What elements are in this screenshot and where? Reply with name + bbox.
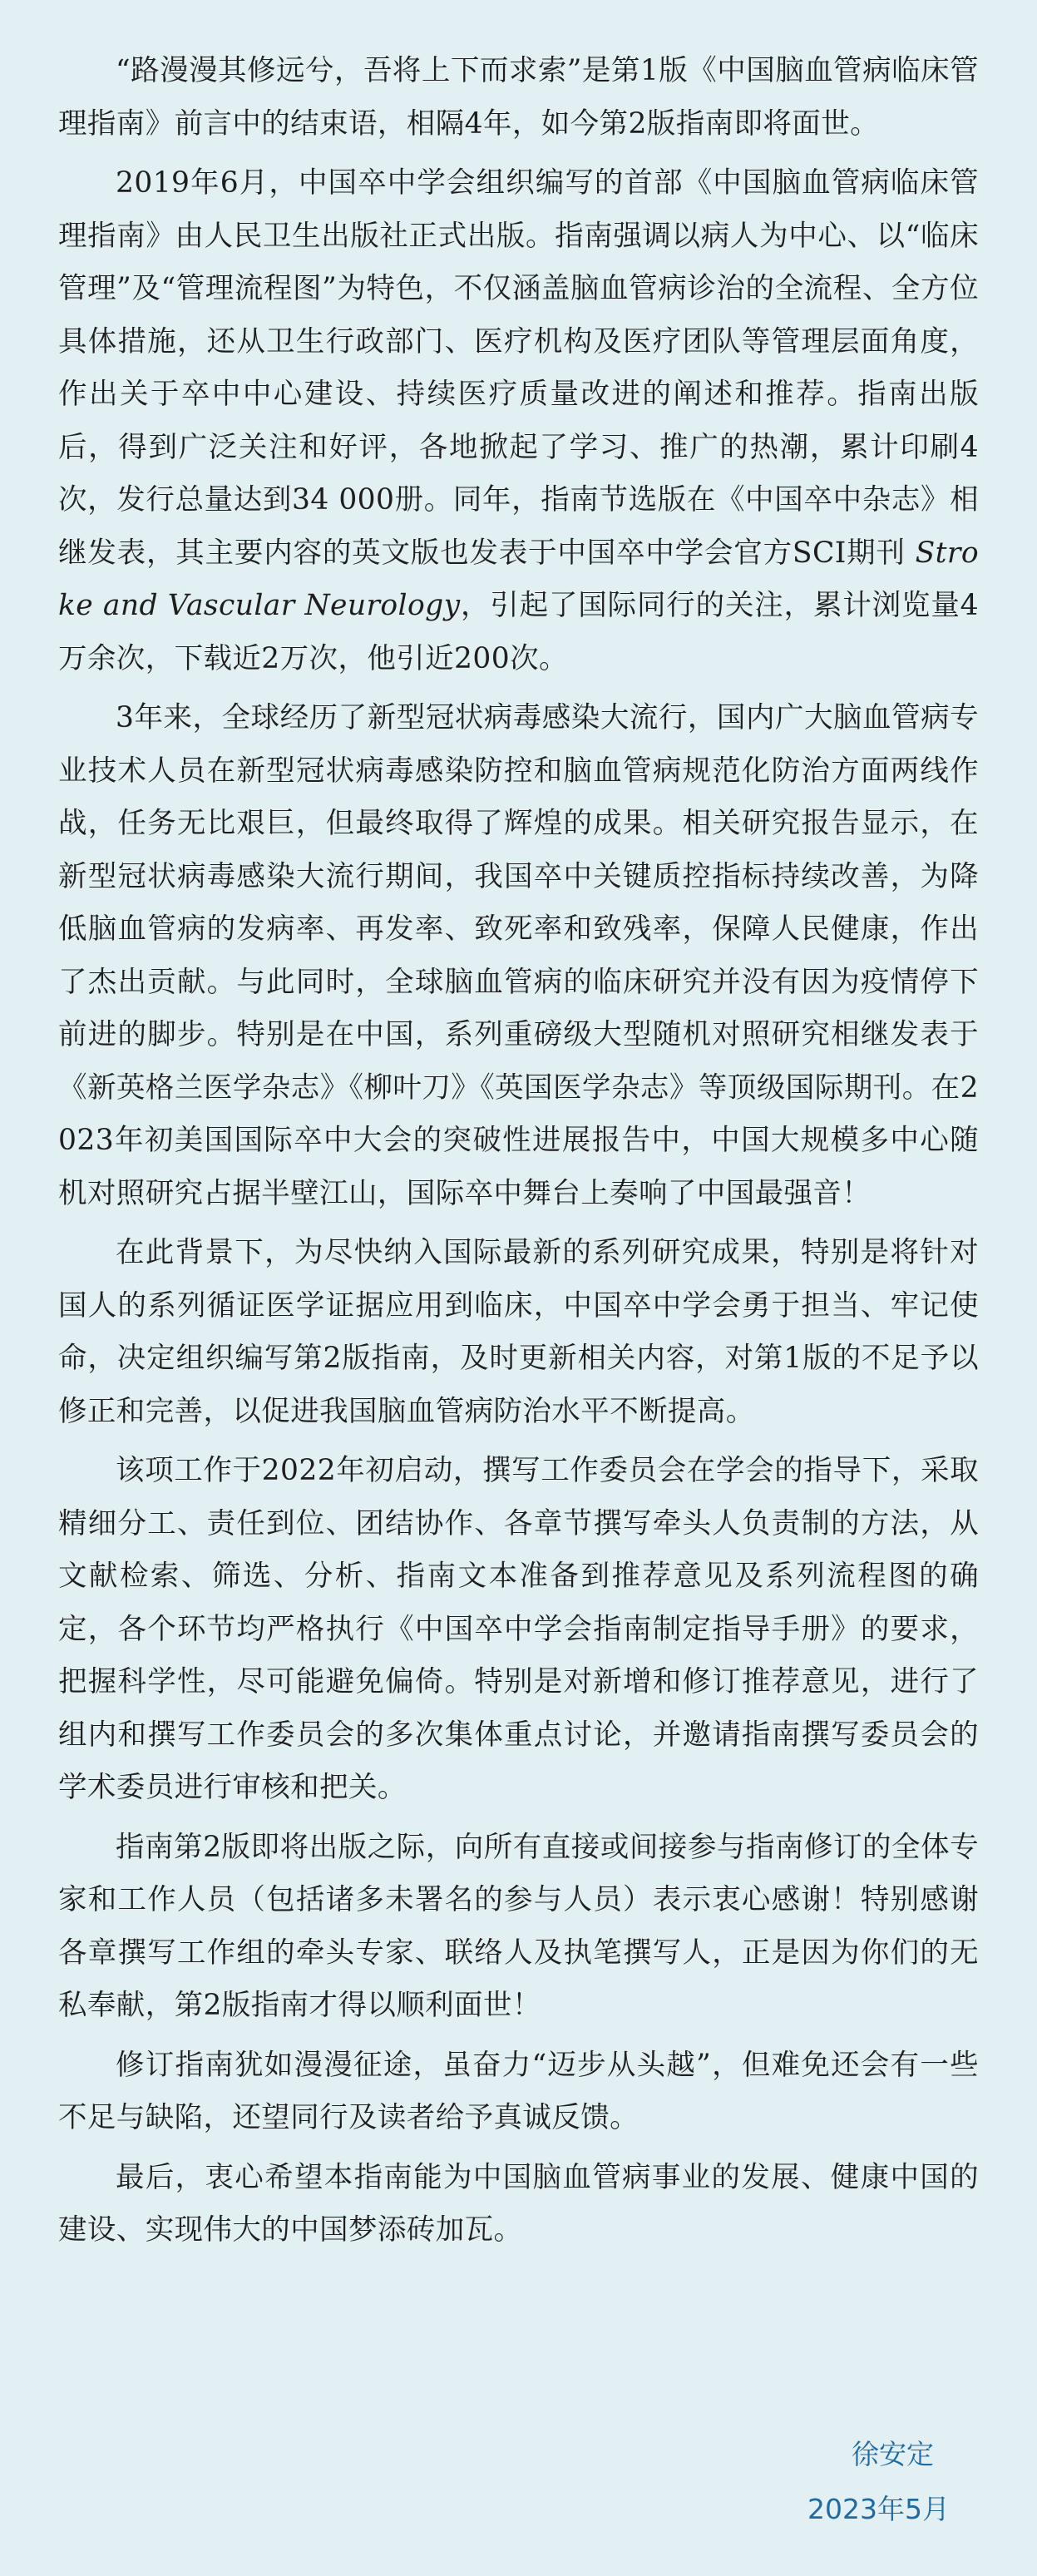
paragraph-1: “路漫漫其修远兮，吾将上下而求索”是第1版《中国脑血管病临床管理指南》前言中的结束语，相隔4年，如今第2版指南即将面世。 — [58, 54, 979, 141]
paragraph-7: 修订指南犹如漫漫征途，虽奋力“迈步从头越”，但难免还会有一些不足与缺陷，还望同行及读者给予真诚反馈。 — [58, 2048, 979, 2134]
paragraph-4: 在此背景下，为尽快纳入国际最新的系列研究成果，特别是将针对国人的系列循证医学证据应用到临床，中国卒中学会勇于担当、牢记使命，决定组织编写第2版指南，及时更新相关内容，对第1版的不足予以修正和完善，以促进我国脑血管病防治水平不断提高。 — [58, 1236, 979, 1428]
paragraph-2 — [58, 157, 979, 685]
signature-date: 2023年5月 — [807, 2493, 950, 2525]
signature-author: 徐安定 — [852, 2438, 934, 2470]
paragraph-6: 指南第2版即将出版之际，向所有直接或间接参与指南修订的全体专家和工作人员（包括诸多未署名的参与人员）表示衷心感谢！特别感谢各章撰写工作组的牵头专家、联络人及执笔撰写人，正是因为你们的无私奉献，第2版指南才得以顺利面世！ — [58, 1830, 979, 2022]
paragraph-5: 该项工作于2022年初启动，撰写工作委员会在学会的指导下，采取精细分工、责任到位、团结协作、各章节撰写牵头人负责制的方法，从文献检索、筛选、分析、指南文本准备到推荐意见及系列流程图的确定，各个环节均严格执行《中国卒中学会指南制定指导手册》的要求，把握科学性，尽可能避免偏倚。特别是对新增和修订推荐意见，进行了组内和撰写工作委员会的多次集体重点讨论，并邀请指南撰写委员会的学术委员进行审核和把关。 — [58, 1454, 979, 1804]
signature-block — [807, 2427, 950, 2537]
paragraph-2-text: 2019年6月，中国卒中学会组织编写的首部《中国脑血管病临床管理指南》由人民卫生出版社正式出版。指南强调以病人为中心、以“临床管理”及“管理流程图”为特色，不仅涵盖脑血管病诊治的全流程、全方位具体措施，还从卫生行政部门、医疗机构及医疗团队等管理层面角度，作出关于卒中中心建设、持续医疗质量改进的阐述和推荐。指南出版后，得到广泛关注和好评，各地掀起了学习、推广的热潮，累计印刷4次，发行总量达到34 000册。同年，指南节选版在《中国卒中杂志》相继发表，其主要内容的英文版也发表于中国卒中学会官方SCI期刊 — [58, 166, 979, 570]
paragraph-2-tail: ，引起了国际同行的关注，累计浏览量4万余次，下载近2万次，他引近200次。 — [58, 589, 980, 675]
paragraph-8: 最后，衷心希望本指南能为中国脑血管病事业的发展、健康中国的建设、实现伟大的中国梦添砖加瓦。 — [58, 2160, 979, 2247]
paragraph-3: 3年来，全球经历了新型冠状病毒感染大流行，国内广大脑血管病专业技术人员在新型冠状病毒感染防控和脑血管病规范化防治方面两线作战，任务无比艰巨，但最终取得了辉煌的成果。相关研究报告显示，在新型冠状病毒感染大流行期间，我国卒中关键质控指标持续改善，为降低脑血管病的发病率、再发率、致死率和致残率，保障人民健康，作出了杰出贡献。与此同时，全球脑血管病的临床研究并没有因为疫情停下前进的脚步。特别是在中国，系列重磅级大型随机对照研究相继发表于《新英格兰医学杂志》《柳叶刀》《英国医学杂志》等顶级国际期刊。在2023年初美国国际卒中大会的突破性进展报告中，中国大规模多中心随机对照研究占据半壁江山，国际卒中舞台上奏响了中国最强音！ — [58, 701, 979, 1210]
journal-name: Stroke and Vascular Neurology — [58, 536, 979, 622]
